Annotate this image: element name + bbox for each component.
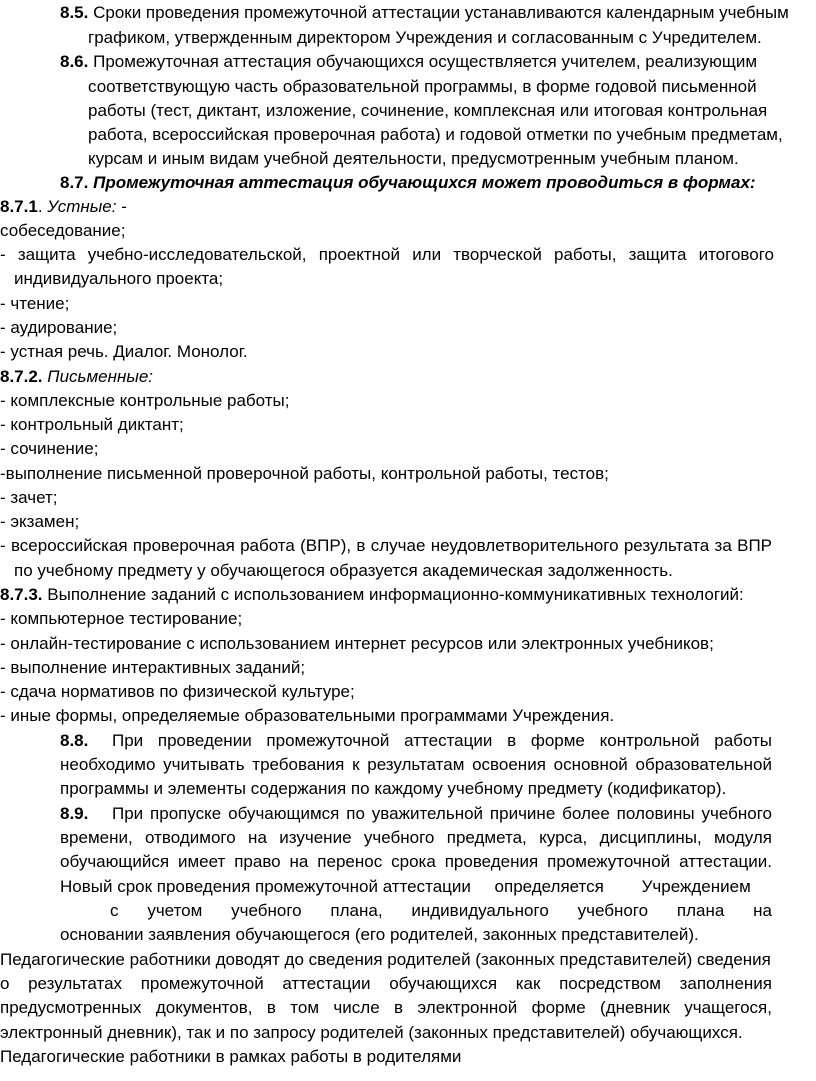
closing-paragraph-line-1: Педагогические работники доводят до сведения родителей (законных представителей) сведения [0,950,771,969]
section-number: 8.9. [60,804,89,823]
list-item: - иные формы, определяемые образовательными программами Учреждения. [0,706,615,725]
section-8-8-line-3: программы и элементы содержания по каждому учебному предмету (кодификатор). [60,779,727,798]
list-item: - чтение; [0,294,70,313]
section-8-7-heading [60,172,756,194]
section-8-9-number [60,803,88,825]
section-8-9-line-2: времени, отводимого на изучение учебного предмета, курса, дисциплины, модуля [60,828,772,847]
list-item: - компьютерное тестирование; [0,609,243,628]
section-8-8-line-2: необходимо учитывать требования к результатам освоения основной образовательной [60,755,772,774]
section-8-7-3-heading [0,584,744,606]
section-8-5-line-2: графиком, утвержденным директором Учреждения и согласованным с Учредителем. [88,28,762,47]
list-item: - комплексные контрольные работы; [0,391,290,410]
list-item: - аудирование; [0,318,118,337]
paragraph-text: Сроки проведения промежуточной аттестации устанавливаются календарным учебным [93,3,789,22]
list-item: собеседование; [0,221,126,240]
list-item: - контрольный диктант; [0,415,184,434]
paragraph-text: Промежуточная аттестация обучающихся осуществляется учителем, реализующим [93,52,758,71]
section-8-9-line-5: с учетом учебного плана, индивидуального учебного плана на [110,901,772,920]
section-8-9-line-6: основании заявления обучающегося (его родителей, законных представителей). [60,925,699,944]
closing-paragraph-line-5: Педагогические работники в рамках работы в родителями [0,1047,462,1066]
section-8-6-line-5: курсам и иным видам учебной деятельности, предусмотренным учебным планом. [88,149,739,168]
section-number: 8.7.1 [0,197,38,216]
section-title: Промежуточная аттестация обучающихся может проводиться в формах: [93,173,756,192]
section-title: Письменные: [47,367,153,386]
section-8-9-line-3: обучающийся имеет право на перенос срока проведения промежуточной аттестации. [60,852,772,871]
section-number: 8.6. [60,52,89,71]
list-item: - экзамен; [0,512,80,531]
section-number: 8.7.2. [0,367,43,386]
section-8-8-number [60,730,88,752]
list-item: - сдача нормативов по физической культуре; [0,682,355,701]
list-item: - онлайн-тестирование с использованием интернет ресурсов или электронных учебников; [0,634,714,653]
section-8-7-1-heading: 8.7.1. Устные: - [0,197,127,216]
section-8-5-line-1 [60,2,789,24]
section-title: Выполнение заданий с использованием информационно-коммуникативных технологий: [47,585,744,604]
section-8-7-2-heading [0,366,153,388]
list-item: -выполнение письменной проверочной работы, контрольной работы, тестов; [0,464,609,483]
list-item-continuation: индивидуального проекта; [14,269,224,288]
section-number: 8.8. [60,731,89,750]
list-item-continuation: по учебному предмету у обучающегося образуется академическая задолженность. [14,561,673,580]
section-8-9-line-4: Новый срок проведения промежуточной аттестации определяется Учреждением [60,877,751,896]
list-item: - зачет; [0,488,58,507]
list-item: - устная речь. Диалог. Монолог. [0,342,248,361]
closing-paragraph-line-4: электронный дневник), так и по запросу родителей (законных представителей) обучающихся. [0,1023,743,1042]
section-8-8-line-1: При проведении промежуточной аттестации в форме контрольной работы [112,731,772,750]
list-item: - сочинение; [0,439,99,458]
section-number: 8.5. [60,3,89,22]
section-title: Устные: [47,197,117,216]
section-8-9-line-1: При пропуске обучающимся по уважительной причине более половины учебного [112,804,772,823]
section-8-6-line-2: соответствующую часть образовательной программы, в форме годовой письменной [88,77,757,96]
list-item: - защита учебно-исследовательской, проектной или творческой работы, защита итогового [0,245,774,264]
section-8-6-line-4: работа, всероссийская проверочная работа) и годовой отметки по учебным предметам, [88,125,783,144]
section-8-6-line-3: работы (тест, диктант, изложение, сочинение, комплексная или итоговая контрольная [88,101,768,120]
section-8-6-line-1 [60,51,757,73]
closing-paragraph-line-2: о результатах промежуточной аттестации обучающихся как посредством заполнения [0,974,772,993]
list-item: - выполнение интерактивных заданий; [0,658,306,677]
section-number: 8.7. [60,173,89,192]
list-item: - всероссийская проверочная работа (ВПР), в случае неудовлетворительного результата за ВПР [0,536,772,555]
closing-paragraph-line-3: предусмотренных документов, в том числе в электронной форме (дневник учащегося, [0,998,772,1017]
section-number: 8.7.3. [0,585,43,604]
